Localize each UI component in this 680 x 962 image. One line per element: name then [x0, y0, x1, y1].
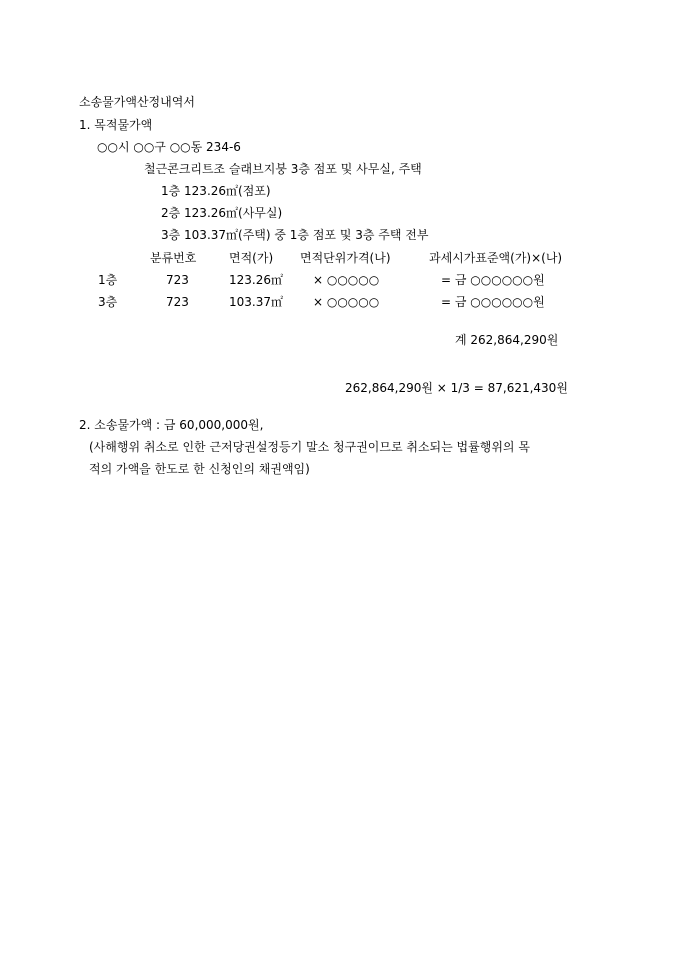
- row-floor: 3층: [98, 295, 118, 309]
- table-header-area: 면적(가): [229, 251, 274, 265]
- total-line: 계 262,864,290원: [455, 333, 559, 347]
- row-floor: 1층: [98, 273, 118, 287]
- row-value: = 금 ○○○○○○원: [441, 295, 545, 309]
- floor-line-1: 1층 123.26㎡(점포): [161, 184, 271, 198]
- section-2-heading: 2. 소송물가액 : 금 60,000,000원,: [79, 418, 264, 432]
- building-description: 철근콘크리트조 슬래브지붕 3층 점포 및 사무실, 주택: [144, 162, 422, 176]
- floor-line-3: 3층 103.37㎡(주택) 중 1층 점포 및 3층 주택 전부: [161, 228, 429, 242]
- table-header-value: 과세시가표준액(가)×(나): [429, 251, 563, 265]
- row-area: 103.37㎡: [229, 295, 283, 309]
- section-1-heading: 1. 목적물가액: [79, 118, 153, 132]
- row-code: 723: [166, 295, 189, 309]
- section-2-note-line-1: (사해행위 취소로 인한 근저당권설정등기 말소 청구권이므로 취소되는 법률행위의 목: [89, 440, 530, 454]
- row-area: 123.26㎡: [229, 273, 283, 287]
- table-header-unit-price: 면적단위가격(나): [300, 251, 391, 265]
- document-title: 소송물가액산정내역서: [79, 95, 195, 109]
- section-2-note-line-2: 적의 가액을 한도로 한 신청인의 채권액임): [89, 462, 310, 476]
- property-address: ○○시 ○○구 ○○동 234-6: [97, 140, 241, 154]
- row-value: = 금 ○○○○○○원: [441, 273, 545, 287]
- row-unit-price: × ○○○○○: [313, 295, 380, 309]
- row-unit-price: × ○○○○○: [313, 273, 380, 287]
- floor-line-2: 2층 123.26㎡(사무실): [161, 206, 283, 220]
- table-header-code: 분류번호: [150, 251, 197, 265]
- row-code: 723: [166, 273, 189, 287]
- calculation-line: 262,864,290원 × 1/3 = 87,621,430원: [345, 381, 568, 395]
